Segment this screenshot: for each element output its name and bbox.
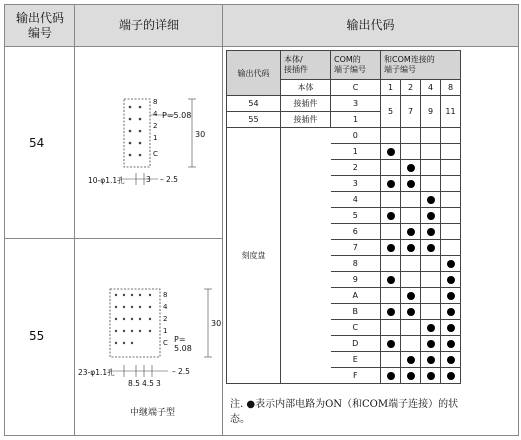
dial-cell bbox=[401, 240, 421, 256]
terminal-label-c: C bbox=[153, 150, 158, 158]
on-dot bbox=[447, 356, 455, 364]
on-dot bbox=[387, 372, 395, 380]
com-54: 3 bbox=[331, 96, 381, 112]
on-dot bbox=[447, 372, 455, 380]
conn-col-2: 2 bbox=[401, 80, 421, 96]
dial-cell bbox=[401, 304, 421, 320]
conn-col-1: 1 bbox=[381, 80, 401, 96]
on-dot bbox=[407, 244, 415, 252]
dial-cell bbox=[441, 192, 461, 208]
dial-cell bbox=[421, 192, 441, 208]
conn-num-1: 5 bbox=[381, 96, 401, 128]
dial-cell bbox=[381, 208, 401, 224]
conn-num-2: 7 bbox=[401, 96, 421, 128]
terminal-label-4: 4 bbox=[153, 110, 158, 118]
on-dot bbox=[387, 180, 395, 188]
dial-cell bbox=[421, 208, 441, 224]
dial-cell bbox=[441, 144, 461, 160]
body-label: 本体 bbox=[281, 80, 331, 96]
dial-position: 2 bbox=[331, 160, 381, 176]
dial-cell bbox=[421, 336, 441, 352]
header-output-code-number: 输出代码 编号 bbox=[5, 5, 75, 47]
pitch-label: P=5.08 bbox=[162, 111, 192, 120]
dial-position: 0 bbox=[331, 128, 381, 144]
dial-cell bbox=[401, 320, 421, 336]
dial-cell bbox=[381, 288, 401, 304]
dial-cell bbox=[441, 240, 461, 256]
conn-num-8: 11 bbox=[441, 96, 461, 128]
row-code-54: 54 bbox=[29, 136, 45, 150]
dial-cell bbox=[401, 208, 421, 224]
type-55: 接插件 bbox=[281, 112, 331, 128]
th-output-code: 输出代码 bbox=[227, 51, 281, 96]
on-dot bbox=[407, 356, 415, 364]
dial-position: D bbox=[331, 336, 381, 352]
dial-cell bbox=[381, 352, 401, 368]
on-dot bbox=[387, 212, 395, 220]
pitch-label: P= 5.08 bbox=[174, 335, 192, 353]
dial-cell bbox=[441, 320, 461, 336]
on-dot bbox=[427, 244, 435, 252]
dial-position: 9 bbox=[331, 272, 381, 288]
holes-label: 10-φ1.1孔 bbox=[88, 176, 125, 185]
on-dot bbox=[427, 356, 435, 364]
dial-cell bbox=[401, 192, 421, 208]
dial-position: 3 bbox=[331, 176, 381, 192]
dial-cell bbox=[401, 272, 421, 288]
th-connected-terminal: 和COM连接的 端子编号 bbox=[381, 51, 461, 80]
on-dot bbox=[407, 308, 415, 316]
dial-cell bbox=[421, 176, 441, 192]
dial-cell bbox=[401, 160, 421, 176]
dial-cell bbox=[441, 368, 461, 384]
terminal-diagram-54: 8 4 2 1 C P=5.08 30 10-φ1.1孔 3 – 2.5 bbox=[80, 95, 220, 195]
dial-cell bbox=[401, 336, 421, 352]
on-dot bbox=[427, 340, 435, 348]
dial-position: C bbox=[331, 320, 381, 336]
dial-cell bbox=[441, 336, 461, 352]
on-dot bbox=[447, 308, 455, 316]
dial-position: A bbox=[331, 288, 381, 304]
on-dot bbox=[447, 292, 455, 300]
conn-col-4: 4 bbox=[421, 80, 441, 96]
dial-cell bbox=[441, 208, 461, 224]
dial-cell bbox=[421, 368, 441, 384]
dial-cell bbox=[381, 320, 401, 336]
dial-position: 1 bbox=[331, 144, 381, 160]
dial-cell bbox=[381, 368, 401, 384]
on-dot bbox=[447, 340, 455, 348]
dial-cell bbox=[381, 224, 401, 240]
dial-cell bbox=[381, 240, 401, 256]
terminal-label-4: 4 bbox=[163, 303, 168, 311]
conn-num-4: 9 bbox=[421, 96, 441, 128]
on-dot bbox=[427, 228, 435, 236]
terminal-label-2: 2 bbox=[153, 122, 158, 130]
dial-cell bbox=[381, 304, 401, 320]
th-com-terminal: COM的 端子编号 bbox=[331, 51, 381, 80]
on-dot bbox=[407, 164, 415, 172]
height-label: 30 bbox=[211, 319, 222, 328]
on-dot bbox=[447, 324, 455, 332]
on-dot bbox=[387, 276, 395, 284]
terminal-label-8: 8 bbox=[153, 98, 158, 106]
dial-cell bbox=[421, 128, 441, 144]
dial-cell bbox=[441, 176, 461, 192]
code-55: 55 bbox=[227, 112, 281, 128]
on-dot bbox=[427, 212, 435, 220]
row-code-55: 55 bbox=[29, 329, 45, 343]
dim-3-label: 3 bbox=[156, 379, 161, 388]
code-54: 54 bbox=[227, 96, 281, 112]
on-dot bbox=[447, 276, 455, 284]
th-body-connector: 本体/ 接插件 bbox=[281, 51, 331, 80]
terminal-label-2: 2 bbox=[163, 315, 168, 323]
output-code-table bbox=[226, 50, 461, 384]
dim-a-label: 3 bbox=[146, 175, 151, 184]
dial-position: E bbox=[331, 352, 381, 368]
on-dot bbox=[427, 372, 435, 380]
on-dot bbox=[427, 324, 435, 332]
dial-label: 刻度盘 bbox=[227, 128, 281, 384]
dial-cell bbox=[441, 272, 461, 288]
dial-cell bbox=[381, 256, 401, 272]
terminal-label-8: 8 bbox=[163, 291, 168, 299]
dial-position: 8 bbox=[331, 256, 381, 272]
type-54: 接插件 bbox=[281, 96, 331, 112]
on-dot bbox=[407, 372, 415, 380]
terminal-label-c: C bbox=[163, 339, 168, 347]
header-output-code: 输出代码 bbox=[223, 5, 518, 47]
dial-cell bbox=[381, 160, 401, 176]
on-dot bbox=[407, 180, 415, 188]
dial-cell bbox=[441, 224, 461, 240]
dial-cell bbox=[401, 144, 421, 160]
dial-cell bbox=[421, 160, 441, 176]
on-dot bbox=[387, 340, 395, 348]
dial-cell bbox=[421, 288, 441, 304]
header-terminal-detail: 端子的详细 bbox=[75, 5, 223, 47]
on-dot bbox=[387, 308, 395, 316]
dim-4-5-label: 4.5 bbox=[142, 379, 154, 388]
dim-b-label: 2.5 bbox=[178, 367, 190, 376]
note-text: 注. ●表示内部电路为ON（和COM端子连接）的状态。 bbox=[230, 399, 459, 425]
dial-cell bbox=[421, 272, 441, 288]
dial-cell bbox=[381, 272, 401, 288]
dial-position: 6 bbox=[331, 224, 381, 240]
on-dot bbox=[407, 292, 415, 300]
dial-cell bbox=[421, 144, 441, 160]
dial-label-spacer bbox=[281, 128, 331, 384]
dial-cell bbox=[401, 288, 421, 304]
holes-label: 23-φ1.1孔 bbox=[78, 368, 115, 377]
dial-cell bbox=[421, 320, 441, 336]
dial-cell bbox=[421, 224, 441, 240]
dial-position: B bbox=[331, 304, 381, 320]
on-dot bbox=[387, 244, 395, 252]
dial-position: 7 bbox=[331, 240, 381, 256]
dial-cell bbox=[441, 288, 461, 304]
terminal-diagram-55: 8 4 2 1 C P= 5.08 30 23-φ1.1孔 8.5 4.5 3 – 2.5 中继端子型 bbox=[78, 285, 218, 415]
dial-cell bbox=[401, 256, 421, 272]
relay-terminal-caption: 中继端子型 bbox=[130, 408, 176, 418]
dial-cell bbox=[381, 192, 401, 208]
height-label: 30 bbox=[195, 130, 206, 139]
dial-cell bbox=[441, 160, 461, 176]
dial-position: 4 bbox=[331, 192, 381, 208]
conn-col-8: 8 bbox=[441, 80, 461, 96]
on-dot bbox=[427, 196, 435, 204]
on-dot bbox=[447, 260, 455, 268]
dial-cell bbox=[441, 304, 461, 320]
com-55: 1 bbox=[331, 112, 381, 128]
dim-b-label: 2.5 bbox=[166, 175, 178, 184]
dial-cell bbox=[441, 352, 461, 368]
dial-cell bbox=[381, 128, 401, 144]
dial-cell bbox=[401, 176, 421, 192]
dial-cell bbox=[441, 128, 461, 144]
dial-position: 5 bbox=[331, 208, 381, 224]
on-dot bbox=[407, 228, 415, 236]
dial-cell bbox=[421, 352, 441, 368]
dial-cell bbox=[441, 256, 461, 272]
dial-cell bbox=[381, 336, 401, 352]
dial-cell bbox=[381, 144, 401, 160]
dial-cell bbox=[401, 224, 421, 240]
dial-row bbox=[227, 128, 461, 144]
dial-position: F bbox=[331, 368, 381, 384]
dial-cell bbox=[421, 256, 441, 272]
body-com: C bbox=[331, 80, 381, 96]
dim-8-5-label: 8.5 bbox=[128, 379, 140, 388]
on-dot bbox=[387, 148, 395, 156]
dial-cell bbox=[401, 352, 421, 368]
dial-cell bbox=[421, 240, 441, 256]
terminal-label-1: 1 bbox=[153, 134, 158, 142]
dial-cell bbox=[401, 368, 421, 384]
dial-cell bbox=[421, 304, 441, 320]
terminal-label-1: 1 bbox=[163, 327, 168, 335]
dial-cell bbox=[401, 128, 421, 144]
dial-cell bbox=[381, 176, 401, 192]
